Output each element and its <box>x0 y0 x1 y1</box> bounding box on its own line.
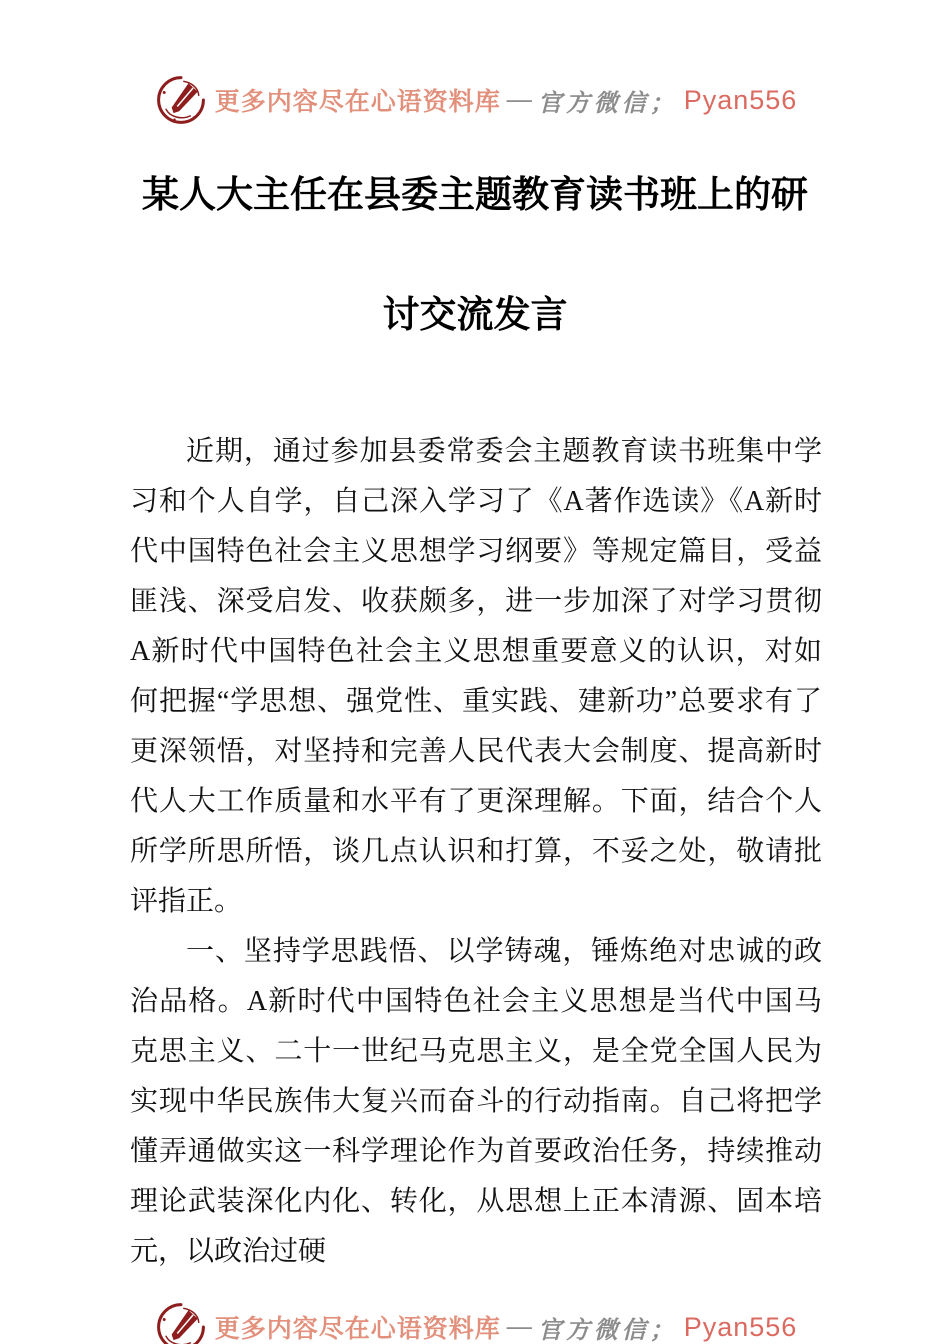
page-footer <box>0 1299 950 1344</box>
wechat-label: 官方微信； <box>537 90 678 117</box>
document-title-line2: 讨交流发言 <box>382 295 568 336</box>
body-paragraph: 近期，通过参加县委常委会主题教育读书班集中学习和个人自学，自己深入学习了《A著作选读》《A新时代中国特色社会主义思想学习纲要》等规定篇目，受益匪浅、深受启发、收获颇多，进一步加深了对学习贯彻A新时代中国特色社会主义思想重要意义的认识，对如何把握“学思想、强党性、重实践、建新功”总要求有了更深领悟，对坚持和完善人民代表大会制度、提高新时代人大工作质量和水平有了更深理解。下面，结合个人所学所思所悟，谈几点认识和打算，不妥之处，敬请批评指正。 <box>130 436 822 917</box>
wechat-label: 官方微信； <box>537 1317 678 1344</box>
wechat-id: Pyan556 <box>683 1311 798 1342</box>
brand-text: 更多内容尽在心语资料库 <box>214 1316 501 1343</box>
page-header <box>0 0 950 128</box>
brand-text: 更多内容尽在心语资料库 <box>214 89 501 116</box>
body-paragraph: 一、坚持学思践悟、以学铸魂，锤炼绝对忠诚的政治品格。A新时代中国特色社会主义思想是当代中国马克思主义、二十一世纪马克思主义，是全党全国人民为实现中华民族伟大复兴而奋斗的行动指南。自己将把学懂弄通做实这一科学理论作为首要政治任务，持续推动理论武装深化内化、转化，从思想上正本清源、固本培元，以政治过硬 <box>130 936 822 1267</box>
pen-circle-logo-icon <box>153 72 209 128</box>
document-title <box>80 136 870 376</box>
wechat-id: Pyan556 <box>683 84 798 115</box>
document-title-line1: 某人大主任在县委主题教育读书班上的研 <box>142 175 808 216</box>
document-body <box>130 427 822 1277</box>
brand-separator-dash: — <box>506 86 532 113</box>
pen-circle-logo-icon <box>153 1299 209 1344</box>
brand-separator-dash: — <box>506 1313 532 1340</box>
